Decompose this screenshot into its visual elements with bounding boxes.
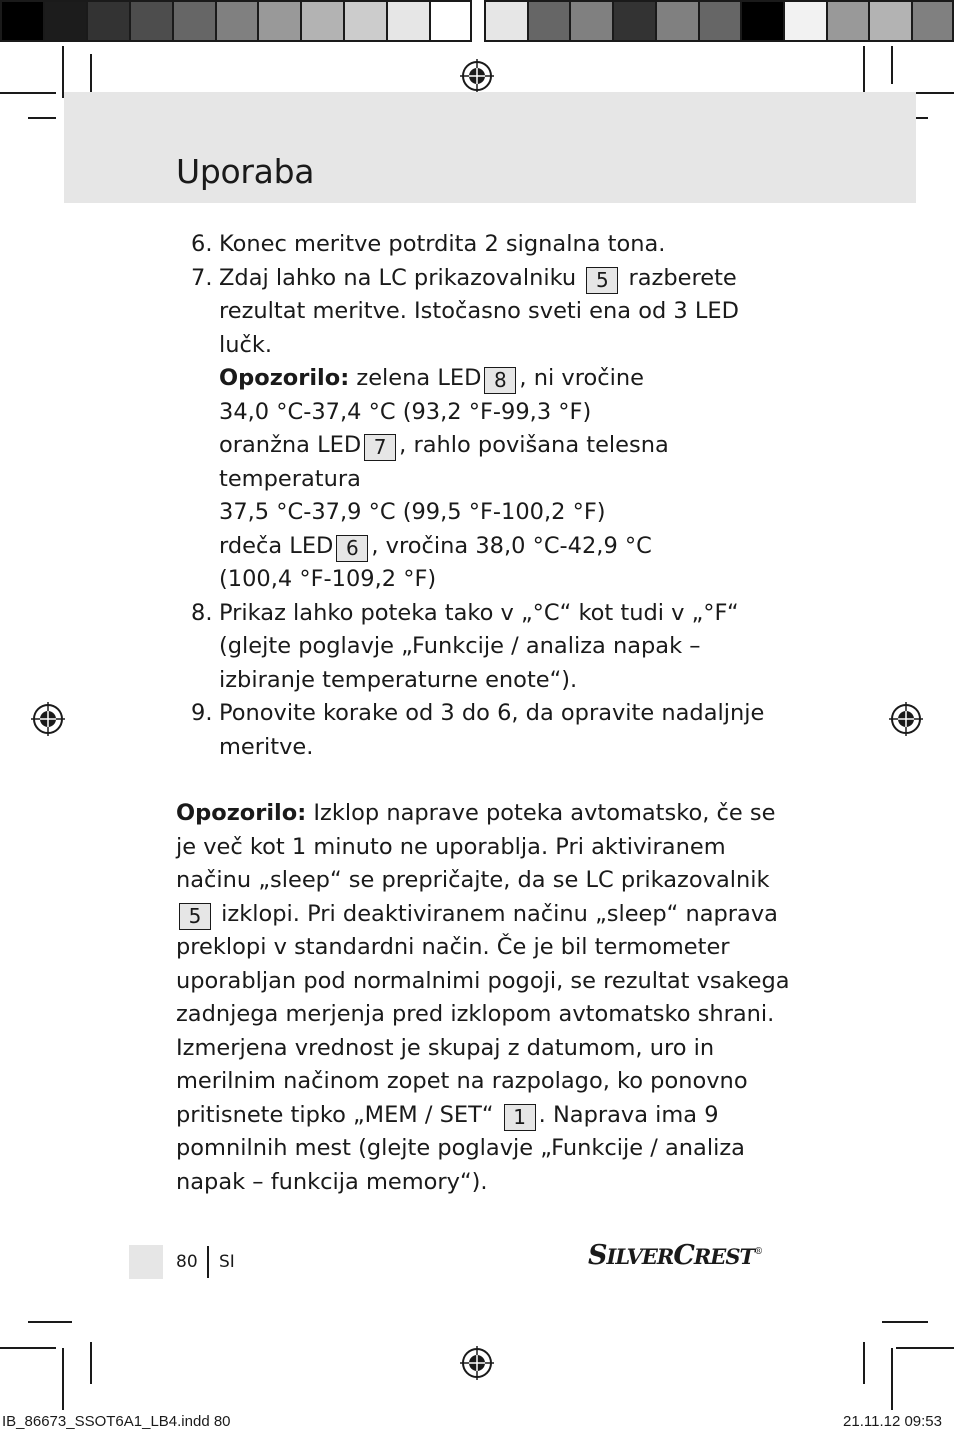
part-number-box: 5 [179,903,211,930]
temperature-range: 37,5 °C-37,9 °C (99,5 °F-100,2 °F) [219,499,606,525]
crop-mark [0,1347,56,1349]
temperature-range: 34,0 °C-37,4 °C (93,2 °F-99,3 °F) [219,398,592,425]
color-swatch [429,0,472,42]
footer-divider [207,1246,209,1278]
color-swatch [129,0,172,42]
crop-mark [863,1342,865,1384]
temperature-range: (100,4 °F-109,2 °F) [219,566,437,592]
part-number-box: 5 [586,267,618,294]
color-swatch [655,0,698,42]
colorbar-right [484,0,954,46]
led-text: zelena LED [356,365,482,391]
color-swatch [484,0,527,42]
note-paragraph [176,797,796,1199]
color-swatch [386,0,429,42]
color-swatch [172,0,215,42]
color-swatch [868,0,911,42]
step-number: 8. [191,599,213,626]
registration-crosshair-icon [31,702,65,736]
color-swatch [911,0,954,42]
list-item [176,597,796,698]
led-text: , ni vročine [519,365,644,391]
logo-letter: S [588,1240,607,1271]
crop-mark [891,1348,893,1410]
color-swatch [612,0,655,42]
warning-label: Opozorilo: [219,365,350,391]
color-swatch [527,0,570,42]
crop-mark [90,1342,92,1384]
color-swatch [43,0,86,42]
list-item [176,262,796,597]
crop-mark [62,46,64,98]
crop-mark [28,1321,72,1323]
crop-mark [0,92,56,94]
color-swatch [569,0,612,42]
list-item [176,228,796,262]
language-code: SI [219,1252,235,1272]
color-swatch [215,0,258,42]
colorbar-left [0,0,472,46]
crop-mark [891,46,893,84]
step-text: razberete rezultat meritve. Istočasno sveti ena od 3 LED lučk. [219,264,739,358]
logo-letter: C [673,1240,694,1271]
part-number-box: 1 [504,1104,536,1131]
led-text: , vročina 38,0 °C-42,9 °C [371,532,652,559]
note-text: . Naprava ima 9 pomnilnih mest (glejte poglavje „Funkcije / analiza napak – funkcija memory“). [176,1101,745,1195]
color-swatch [86,0,129,42]
part-number-box: 8 [484,367,516,394]
color-swatch [0,0,43,42]
brand-logo [588,1240,762,1271]
crop-mark [28,117,56,119]
footer-marker [129,1245,163,1279]
registration-crosshair-icon [889,702,923,736]
led-text: oranžna LED [219,432,362,458]
note-label: Opozorilo: [176,800,307,826]
color-swatch [257,0,300,42]
logo-letters: REST [693,1244,755,1269]
steps-list [176,228,796,764]
step-number: 9. [191,700,213,726]
crop-mark [896,1347,954,1349]
crop-mark [62,1348,64,1410]
color-swatch [826,0,869,42]
part-number-box: 7 [364,434,396,461]
step-text: Prikaz lahko poteka tako v „°C“ kot tudi v „°F“ (glejte poglavje „Funkcije / analiza napak – izbiranje temperaturne enote“). [219,599,739,693]
registered-mark: ® [754,1247,763,1257]
note-text: izklopi. Pri deaktiviranem načinu „sleep“ naprava preklopi v standardni način. Če je bil termometer uporabljan pod normalnimi pogoji, se rezultat vsakega zadnjega merjenja pred izklopom avtomatsko shrani. Izmerjena vrednost je skupaj z datumom, uro in merilnim načinom zopet na razpolago, ko ponovno pritisnete tipko „MEM / SET“ [176,900,790,1128]
page-title: Uporaba [176,152,315,191]
color-swatch [343,0,386,42]
list-item [176,697,796,764]
slug-datetime: 21.11.12 09:53 [843,1413,942,1430]
step-number: 7. [191,264,213,291]
color-swatch [740,0,783,42]
step-text: Ponovite korake od 3 do 6, da opravite nadaljnje meritve. [219,700,765,760]
crop-mark [882,1321,928,1323]
part-number-box: 6 [336,535,368,562]
crop-mark [863,46,865,98]
color-swatch [300,0,343,42]
note-text: Izklop naprave poteka avtomatsko, če se je več kot 1 minuto ne uporablja. Pri aktiviranem načinu „sleep“ se prepričajte, da se LC prikazovalnik [176,800,776,893]
slug-filename: IB_86673_SSOT6A1_LB4.indd 80 [2,1413,231,1430]
page-number: 80 [176,1252,198,1272]
registration-crosshair-icon [460,59,494,93]
logo-letters: ILVER [606,1244,674,1269]
step-text: Konec meritve potrdita 2 signalna tona. [219,231,666,257]
color-swatch [783,0,826,42]
color-swatch [698,0,741,42]
step-text: Zdaj lahko na LC prikazovalniku [219,264,577,291]
main-content [176,228,796,1222]
step-number: 6. [191,231,213,257]
led-text: rdeča LED [219,532,334,559]
led-text: , rahlo povišana telesna temperatura [219,432,669,492]
registration-crosshair-icon [460,1346,494,1380]
